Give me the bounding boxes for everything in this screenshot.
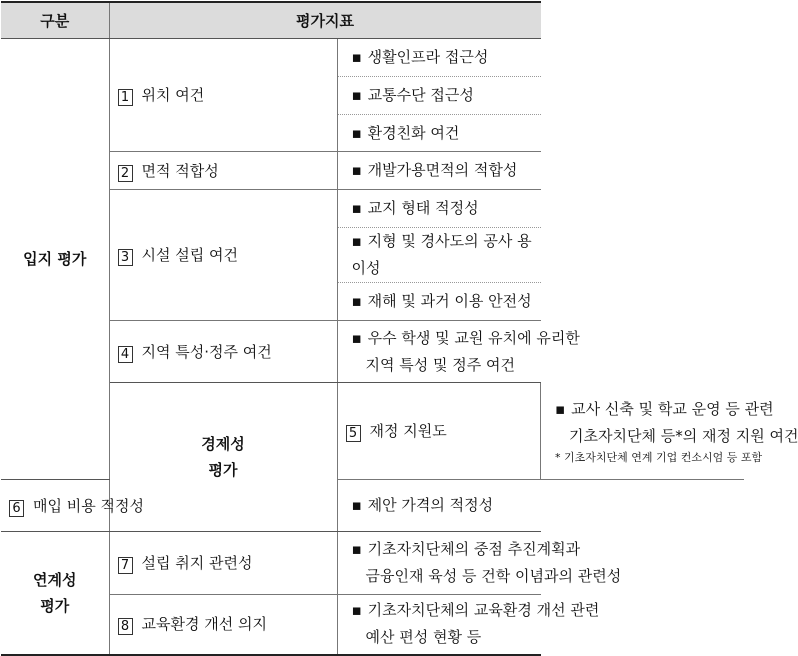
- indicator: ▪ 생활인프라 접근성: [337, 39, 541, 77]
- bullet-icon: ▪: [351, 328, 362, 347]
- bullet-icon: ▪: [351, 496, 362, 514]
- item-3: [109, 190, 337, 321]
- item-8: [109, 595, 337, 655]
- indicator: ▪ 재해 및 과거 이용 안전성: [337, 283, 541, 321]
- bullet-icon: ▪: [351, 232, 362, 250]
- item-4: [109, 321, 337, 383]
- bullet-icon: ▪: [351, 601, 362, 620]
- bullet-icon: ▪: [351, 48, 362, 66]
- indicator: ▪ 교지 형태 적정성: [337, 190, 541, 228]
- bullet-icon: ▪: [351, 123, 362, 142]
- item-label: 시설 설립 여건: [141, 246, 238, 264]
- category-linkage: 연계성 평가: [1, 532, 109, 655]
- item-label: 교육환경 개선 의지: [141, 615, 267, 634]
- item-1: [109, 39, 337, 152]
- indicator: ▪ 개발가용면적의 적합성: [337, 152, 541, 190]
- indicator: ▪ 제안 가격의 적정성: [337, 480, 541, 532]
- item-number: 8: [118, 618, 133, 635]
- indicator: ▪ 지형 및 경사도의 공사 용이성: [337, 228, 541, 283]
- bullet-icon: ▪: [351, 292, 362, 310]
- indicator: ▪ 우수 학생 및 교원 유치에 유리한 지역 특성 및 정주 여건: [337, 321, 541, 383]
- item-6: [1, 480, 144, 532]
- footnote: * 기초자치단체 연계 기업 컨소시엄 등 포함: [555, 450, 763, 464]
- category-location: 입지 평가: [1, 39, 109, 480]
- table-header-row: [1, 2, 744, 39]
- item-2: [109, 152, 337, 190]
- item-number: 4: [118, 346, 133, 363]
- bullet-icon: ▪: [351, 86, 362, 104]
- bullet-icon: ▪: [351, 199, 362, 217]
- bullet-icon: ▪: [351, 161, 362, 179]
- item-5: [337, 383, 541, 480]
- item-label: 위치 여건: [141, 86, 205, 104]
- indicator: ▪ 교통수단 접근성: [337, 77, 541, 115]
- header-indicator: 평가지표: [109, 2, 541, 39]
- item-number: 7: [118, 557, 133, 574]
- item-label: 면적 적합성: [141, 161, 219, 180]
- header-category: 구분: [1, 2, 109, 39]
- item-number: 6: [9, 500, 24, 517]
- indicator: ▪ 교사 신축 및 학교 운영 등 관련 기초자치단체 등*의 재정 지원 여건 * 기초자치단체 연계 기업 컨소시엄 등 포함: [541, 383, 745, 480]
- item-label: 재정 지원도: [369, 422, 447, 440]
- item-number: 3: [118, 249, 133, 266]
- category-economic: 경제성 평가: [109, 383, 337, 532]
- bullet-icon: ▪: [351, 540, 362, 558]
- item-number: 1: [118, 89, 133, 106]
- item-label: 설립 취지 관련성: [141, 554, 253, 572]
- indicator: ▪ 기초자치단체의 교육환경 개선 관련 예산 편성 현황 등: [337, 595, 541, 655]
- item-label: 매입 비용 적정성: [33, 496, 144, 515]
- item-number: 2: [118, 165, 133, 182]
- item-7: [109, 532, 337, 595]
- evaluation-table: [1, 1, 798, 656]
- indicator: ▪ 환경친화 여건: [337, 115, 541, 152]
- bullet-icon: ▪: [555, 399, 566, 418]
- indicator: ▪ 기초자치단체의 중점 추진계획과 금융인재 육성 등 건학 이념과의 관련성: [337, 532, 541, 595]
- item-label: 지역 특성·정주 여건: [141, 342, 272, 361]
- item-number: 5: [346, 425, 361, 442]
